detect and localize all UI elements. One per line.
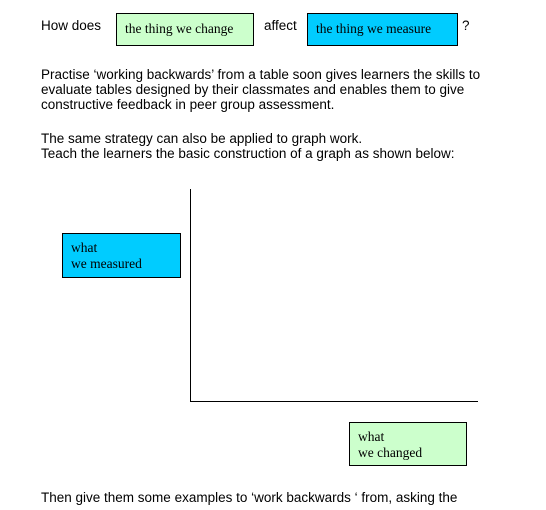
measure-variable-label: the thing we measure <box>316 21 432 36</box>
paragraph-examples <box>41 490 457 505</box>
question-suffix: ? <box>462 18 470 33</box>
paragraph-line: Practise ‘working backwards’ from a table soon gives learners the skills to <box>41 67 481 82</box>
paragraph-line: Then give them some examples to ‘work backwards ‘ from, asking the <box>41 490 458 505</box>
question-prefix: How does <box>41 18 102 33</box>
change-variable-label: the thing we change <box>125 21 234 36</box>
y-axis-label-line: what <box>71 240 98 255</box>
paragraph-line: evaluate tables designed by their classmates and enables them to give <box>41 82 465 97</box>
y-axis-label-line: we measured <box>71 256 142 271</box>
y-axis-label <box>71 240 142 271</box>
paragraph-line: The same strategy can also be applied to graph work. <box>41 131 363 146</box>
x-axis-label-box <box>349 422 467 466</box>
x-axis-label <box>358 429 422 460</box>
paragraph-line: constructive feedback in peer group assessment. <box>41 97 335 112</box>
y-axis-label-box <box>62 233 181 278</box>
x-axis-label-line: what <box>358 429 385 444</box>
paragraph-line: Teach the learners the basic construction of a graph as shown below: <box>41 146 455 161</box>
x-axis-label-line: we changed <box>358 445 423 460</box>
question-middle: affect <box>264 18 297 33</box>
